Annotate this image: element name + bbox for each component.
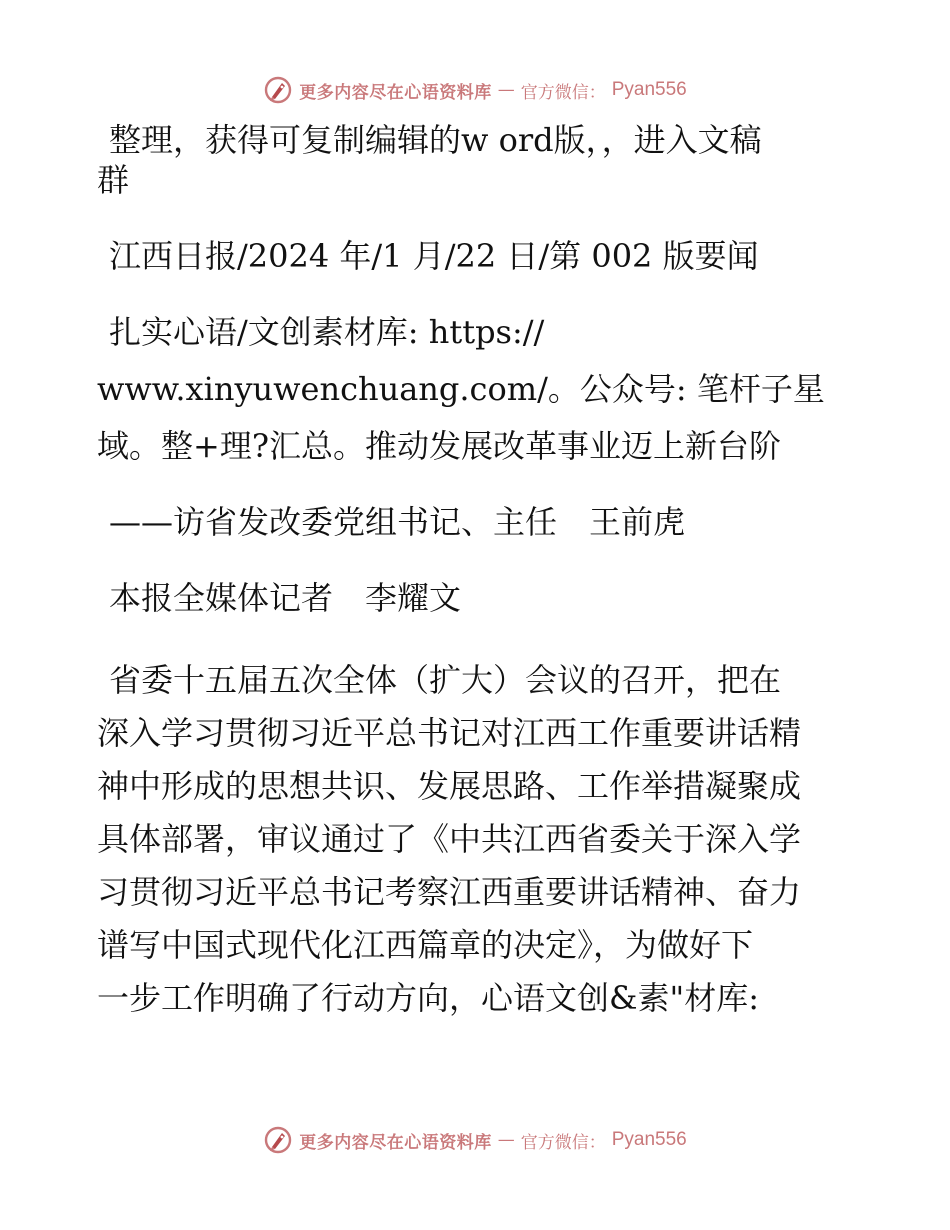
banner-wechat-id: Pyan556 <box>611 1129 687 1150</box>
intro-line-1: 整理，获得可复制编辑的w ord版，，进入文稿 <box>109 121 762 159</box>
pen-nib-logo-icon <box>263 1125 293 1155</box>
source-line: 江西日报/2024 年/1 月/22 日/第 002 版要闻 <box>109 237 759 275</box>
paragraph-line: 具体部署，审议通过了《中共江西省委关于深入学 <box>97 820 802 858</box>
promo-line-1: 扎实心语/文创素材库: https:// <box>109 313 545 351</box>
paragraph-line: 神中形成的思想共识、发展思路、工作举措凝聚成 <box>97 767 802 805</box>
banner-wechat-label: 官方微信： <box>520 1132 606 1153</box>
document-body <box>97 120 857 1025</box>
banner-title: 更多内容尽在心语资料库 <box>299 1132 492 1153</box>
banner-title: 更多内容尽在心语资料库 <box>299 82 492 103</box>
paragraph-line: 习贯彻习近平总书记考察江西重要讲话精神、奋力 <box>97 873 802 911</box>
intro-line-2: 群 <box>97 161 130 199</box>
article-subtitle: ——访省发改委党组书记、主任 王前虎 <box>109 503 686 541</box>
banner-wechat-id: Pyan556 <box>611 79 687 100</box>
pen-nib-logo-icon <box>263 75 293 105</box>
promo-line-3: 域。整+理?汇总。推动发展改革事业迈上新台阶 <box>97 427 781 465</box>
paragraph-line: 深入学习贯彻习近平总书记对江西工作重要讲话精 <box>97 714 802 752</box>
paragraph-line: 一步工作明确了行动方向，心语文创&素"材库: <box>97 979 759 1017</box>
banner-wechat-label: 官方微信： <box>520 82 606 103</box>
article-paragraph <box>97 654 857 1025</box>
promo-line-2: www.xinyuwenchuang.com/。公众号: 笔杆子星 <box>97 370 825 408</box>
paragraph-line: 省委十五届五次全体（扩大）会议的召开，把在 <box>109 661 782 699</box>
header-banner <box>0 70 950 110</box>
footer-banner <box>0 1120 950 1160</box>
banner-separator: — <box>497 1130 515 1150</box>
paragraph-line: 谱写中国式现代化江西篇章的决定》，为做好下 <box>97 926 754 964</box>
banner-separator: — <box>497 80 515 100</box>
article-byline: 本报全媒体记者 李耀文 <box>109 579 462 617</box>
